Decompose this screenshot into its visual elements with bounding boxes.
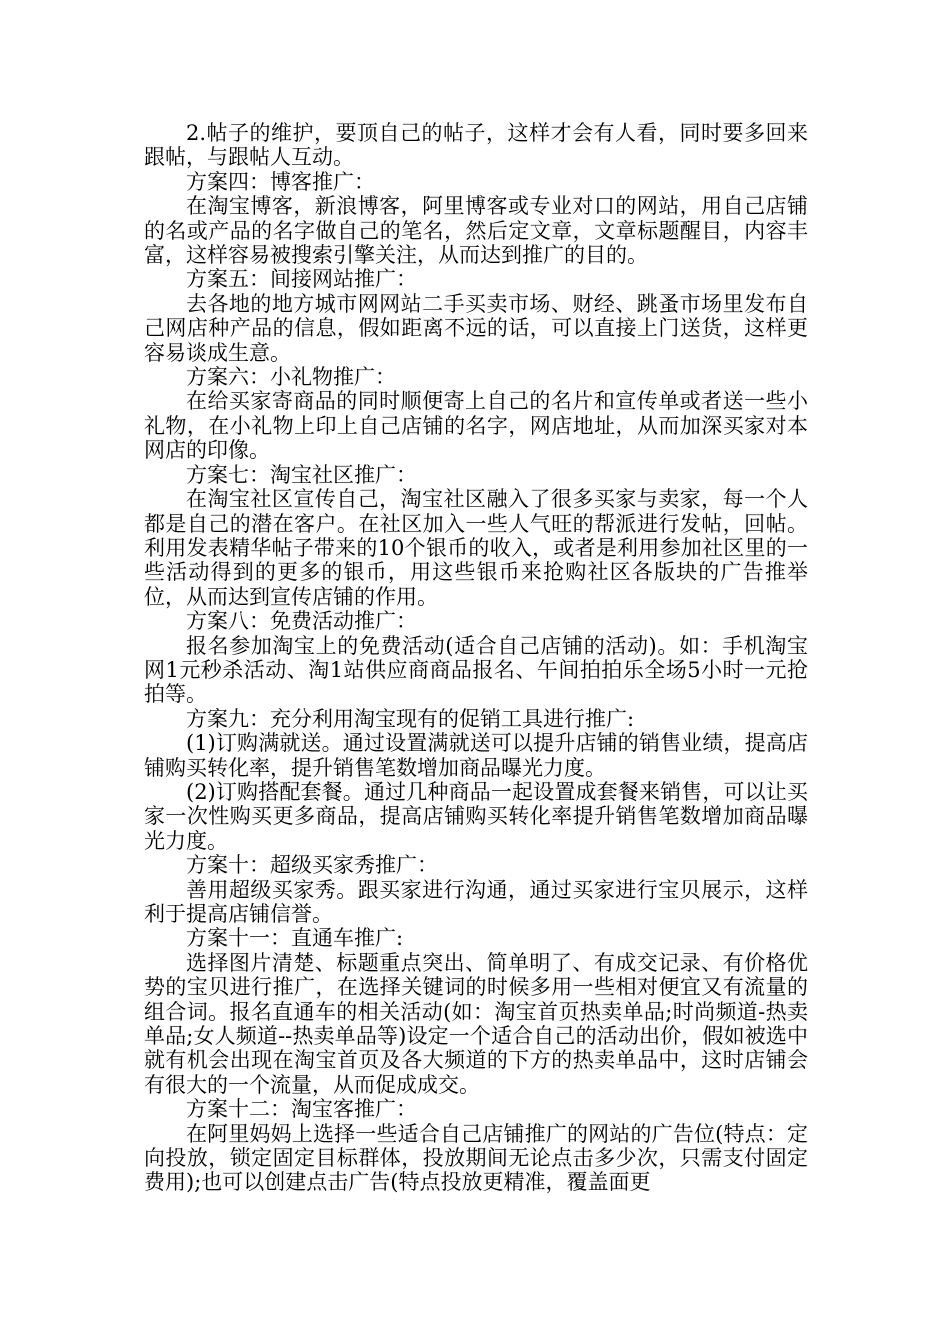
paragraph: 善用超级买家秀。跟买家进行沟通，通过买家进行宝贝展示，这样利于提高店铺信誉。 (144, 877, 808, 926)
paragraph: 报名参加淘宝上的免费活动(适合自己店铺的活动)。如：手机淘宝网1元秒杀活动、淘1站供应商商品报名、午间拍拍乐全场5小时一元抢拍等。 (144, 633, 808, 707)
section-heading: 方案十一：直通车推广: (186, 926, 404, 951)
section-heading: 方案十：超级买家秀推广： (186, 853, 438, 878)
paragraph: 在淘宝社区宣传自己，淘宝社区融入了很多买家与卖家，每一个人都是自己的潜在客户。在社区加入一些人气旺的帮派进行发帖，回帖。利用发表精华帖子带来的10个银币的收入，或者是利用参加社区里的一些活动得到的更多的银币，用这些银币来抢购社区各版块的广告推举位，从而达到宣传店铺的作用。 (144, 487, 808, 609)
section-heading: 方案六：小礼物推广： (186, 365, 396, 390)
paragraph: 在淘宝博客，新浪博客，阿里博客或专业对口的网站，用自己店铺的名或产品的名字做自己的笔名，然后定文章，文章标题醒目，内容丰富，这样容易被搜索引擎关注，从而达到推广的目的。 (144, 194, 808, 268)
list-item: (1)订购满就送。通过设置满就送可以提升店铺的销售业绩，提高店铺购买转化率，提升销售笔数增加商品曝光力度。 (144, 731, 808, 780)
section-heading: 方案八：免费活动推广： (186, 609, 417, 634)
paragraph: 选择图片清楚、标题重点突出、简单明了、有成交记录、有价格优势的宝贝进行推广，在选择关键词的时候多用一些相对便宜又有流量的组合词。报名直通车的相关活动(如：淘宝首页热卖单品;时尚频道-热卖单品;女人频道--热卖单品等)设定一个适合自己的活动出价，假如被选中就有机会出现在淘宝首页及各大频道的下方的热卖单品中，这时店铺会有很大的一个流量，从而促成成交。 (144, 950, 808, 1097)
section-heading: 方案十二：淘宝客推广： (186, 1097, 417, 1122)
section-heading: 方案七：淘宝社区推广： (186, 462, 417, 487)
section-heading: 方案九：充分利用淘宝现有的促销工具进行推广: (186, 706, 635, 731)
paragraph: 去各地的地方城市网网站二手买卖市场、财经、跳蚤市场里发布自己网店种产品的信息，假如距离不远的话，可以直接上门送货，这样更容易谈成生意。 (144, 291, 808, 365)
document-body (144, 121, 808, 1195)
paragraph: 在给买家寄商品的同时顺便寄上自己的名片和宣传单或者送一些小礼物，在小礼物上印上自己店铺的名字，网店地址，从而加深买家对本网店的印像。 (144, 389, 808, 463)
paragraph: 在阿里妈妈上选择一些适合自己店铺推广的网站的广告位(特点：定向投放，锁定固定目标群体，投放期间无论点击多少次，只需支付固定费用);也可以创建点击广告(特点投放更精准，覆盖面更 (144, 1121, 808, 1195)
list-item: (2)订购搭配套餐。通过几种商品一起设置成套餐来销售，可以让买家一次性购买更多商品，提高店铺购买转化率提升销售笔数增加商品曝光力度。 (144, 779, 808, 853)
section-heading: 方案四：博客推广： (186, 169, 375, 194)
section-heading: 方案五：间接网站推广： (186, 267, 417, 292)
paragraph: 2.帖子的维护，要顶自己的帖子，这样才会有人看，同时要多回来跟帖，与跟帖人互动。 (144, 121, 808, 170)
